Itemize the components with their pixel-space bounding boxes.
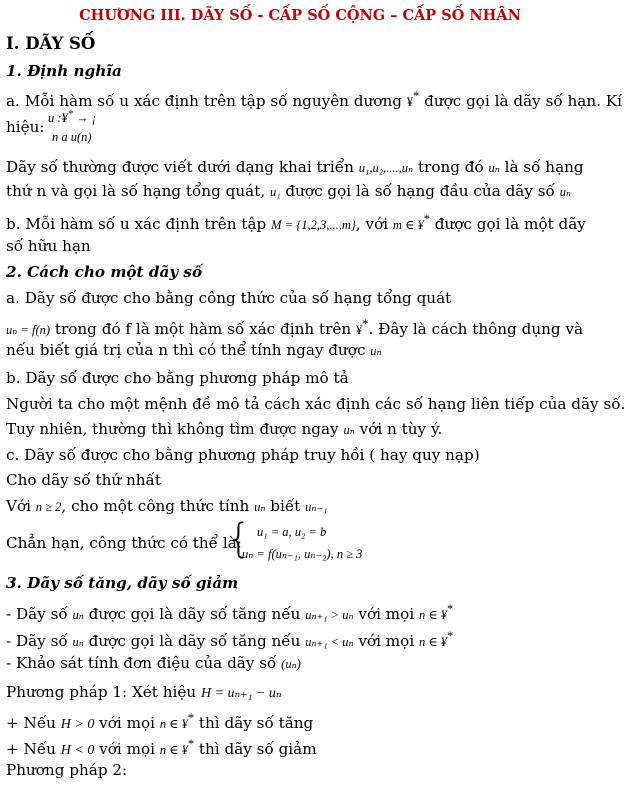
text: a. Mỗi hàm số u xác định trên tập số nguyên dương: [6, 92, 407, 111]
superscript-star: *: [67, 109, 73, 120]
section-heading-day-so: I. DÃY SỐ: [6, 34, 96, 53]
paragraph-method-1-pos: [6, 708, 313, 735]
paragraph-method-2: Phương pháp 2:: [6, 761, 128, 779]
math: H = uₙ₊₁ − uₙ: [200, 686, 282, 701]
math: n ≥ 2: [35, 500, 62, 514]
superscript-star: *: [447, 629, 454, 643]
system-equation-1: u₁ = a, u₂ = b: [257, 525, 327, 539]
math: uₙ: [72, 608, 84, 623]
subheading-monotonic: 3. Dãy số tăng, dãy số giảm: [6, 574, 239, 592]
text: thì dãy số giảm: [194, 740, 317, 759]
math: uₙ₊₁ > uₙ: [305, 608, 354, 623]
notation-label: hiệu:: [6, 118, 45, 136]
text: - Dãy số: [6, 605, 73, 624]
superscript-star: *: [447, 602, 454, 616]
paragraph-expansion-1: [6, 157, 584, 178]
math-symbol-N: ¥: [355, 323, 363, 338]
text: là số hạng: [499, 158, 584, 176]
paragraph-definition-b-2: số hữu hạn: [6, 237, 91, 255]
text: biết: [265, 497, 306, 515]
text: với mọi: [353, 632, 419, 651]
math: uₙ₋₁: [305, 500, 328, 514]
text: với mọi: [353, 605, 419, 624]
math: uₙ: [559, 185, 572, 199]
paragraph-method-1-neg: [6, 734, 317, 761]
text: với mọi: [94, 740, 160, 759]
text: Dãy số thường được viết dưới dạng khai triển: [6, 158, 359, 176]
text: . Đây là cách thông dụng và: [368, 320, 584, 339]
text: trong đó f là một hàm số xác định trên: [50, 320, 356, 339]
paragraph-description-b-2: Người ta cho một mệnh đề mô tả cách xác định các số hạng liên tiếp của dãy số.: [6, 395, 625, 413]
math: uₙ: [488, 161, 500, 175]
superscript-star: *: [187, 737, 195, 751]
paragraph-expansion-2: [6, 181, 571, 202]
system-equation-2: uₙ = f(uₙ₋₁, uₙ₋₂), n ≥ 3: [242, 547, 363, 561]
paragraph-description-b: b. Dãy số được cho bằng phương pháp mô tả: [6, 369, 349, 387]
math: uₙ: [254, 500, 266, 514]
paragraph-description-b-3: [6, 419, 442, 440]
math: (uₙ): [281, 657, 301, 671]
math: → ¡: [73, 111, 97, 126]
chapter-title: CHƯƠNG III. DÃY SỐ - CẤP SỐ CỘNG – CẤP SỐ NHÂN: [79, 7, 521, 24]
paragraph-increasing: [6, 599, 453, 625]
math: uₙ: [343, 423, 355, 437]
text: Tuy nhiên, thường thì không tìm được ngay: [6, 420, 344, 438]
text: Phương pháp 1: Xét hiệu: [6, 683, 201, 701]
text: được gọi là dãy số hạn. Kí: [419, 92, 622, 111]
math-mapping-line1: [48, 105, 97, 128]
math: uₙ: [370, 344, 382, 358]
paragraph-definition-b: [6, 209, 586, 235]
math: u₁,u₂,....,uₙ: [358, 161, 414, 175]
math: u :¥: [48, 111, 68, 126]
paragraph-survey: [6, 653, 301, 674]
math: n ∈ ¥: [419, 608, 448, 623]
text: thứ n và gọi là số hạng tổng quát,: [6, 182, 270, 200]
paragraph-formula-a-3: [6, 340, 382, 361]
math: n ∈ ¥: [159, 743, 188, 758]
text: + Nếu: [6, 714, 61, 733]
text: được gọi là dãy số tăng nếu: [83, 605, 306, 624]
text: + Nếu: [6, 740, 61, 759]
paragraph-decreasing: [6, 626, 453, 652]
text: với n tùy ý.: [354, 420, 443, 438]
paragraph-definition-a: [6, 86, 622, 112]
math-symbol-N: ¥: [406, 95, 414, 110]
paragraph-formula-a: a. Dãy số được cho bằng công thức của số hạng tổng quát: [6, 289, 452, 307]
math: uₙ₊₁ < uₙ: [305, 635, 354, 650]
text: được gọi là số hạng đầu của dãy số: [280, 182, 560, 200]
text: , cho một công thức tính: [61, 497, 255, 515]
math: M = {1,2,3,...,m}: [271, 218, 356, 233]
text: được gọi là dãy số tăng nếu: [83, 632, 306, 651]
text: , với: [355, 215, 393, 234]
paragraph-recursive-c-3: [6, 496, 327, 517]
math: u₁: [269, 185, 281, 199]
text: b. Mỗi hàm số u xác định trên tập: [6, 215, 272, 234]
math: H > 0: [60, 717, 95, 733]
text: trong đó: [413, 158, 489, 176]
superscript-star: *: [187, 711, 195, 725]
math: n ∈ ¥: [419, 635, 448, 650]
superscript-star: *: [413, 89, 420, 103]
subheading-ways: 2. Cách cho một dãy số: [6, 263, 203, 281]
text: với mọi: [94, 714, 160, 733]
superscript-star: *: [423, 212, 430, 226]
paragraph-recursive-c-2: Cho dãy số thứ nhất: [6, 471, 161, 489]
superscript-star: *: [362, 317, 369, 331]
text: - Khảo sát tính đơn điệu của dãy số: [6, 654, 282, 672]
math: m ∈ ¥: [392, 218, 424, 233]
text: thì dãy số tăng: [194, 714, 314, 733]
math: uₙ: [72, 635, 84, 650]
math: H < 0: [60, 743, 95, 759]
paragraph-example-label: Chẳn hạn, công thức có thể là:: [6, 534, 242, 552]
text: Với: [6, 497, 36, 515]
text: - Dãy số: [6, 632, 73, 651]
math-mapping-line2: n a u(n): [52, 130, 92, 144]
left-brace-icon: {: [226, 516, 252, 562]
math: uₙ = f(n): [6, 323, 51, 338]
text: được gọi là một dãy: [429, 215, 586, 234]
subheading-definition: 1. Định nghĩa: [6, 62, 122, 80]
paragraph-recursive-c: c. Dãy số được cho bằng phương pháp truy hồi ( hay quy nạp): [6, 446, 480, 464]
text: nếu biết giá trị của n thì có thể tính ngay được: [6, 341, 371, 359]
paragraph-method-1: [6, 682, 282, 704]
paragraph-formula-a-2: [6, 314, 583, 340]
math: n ∈ ¥: [159, 717, 188, 732]
